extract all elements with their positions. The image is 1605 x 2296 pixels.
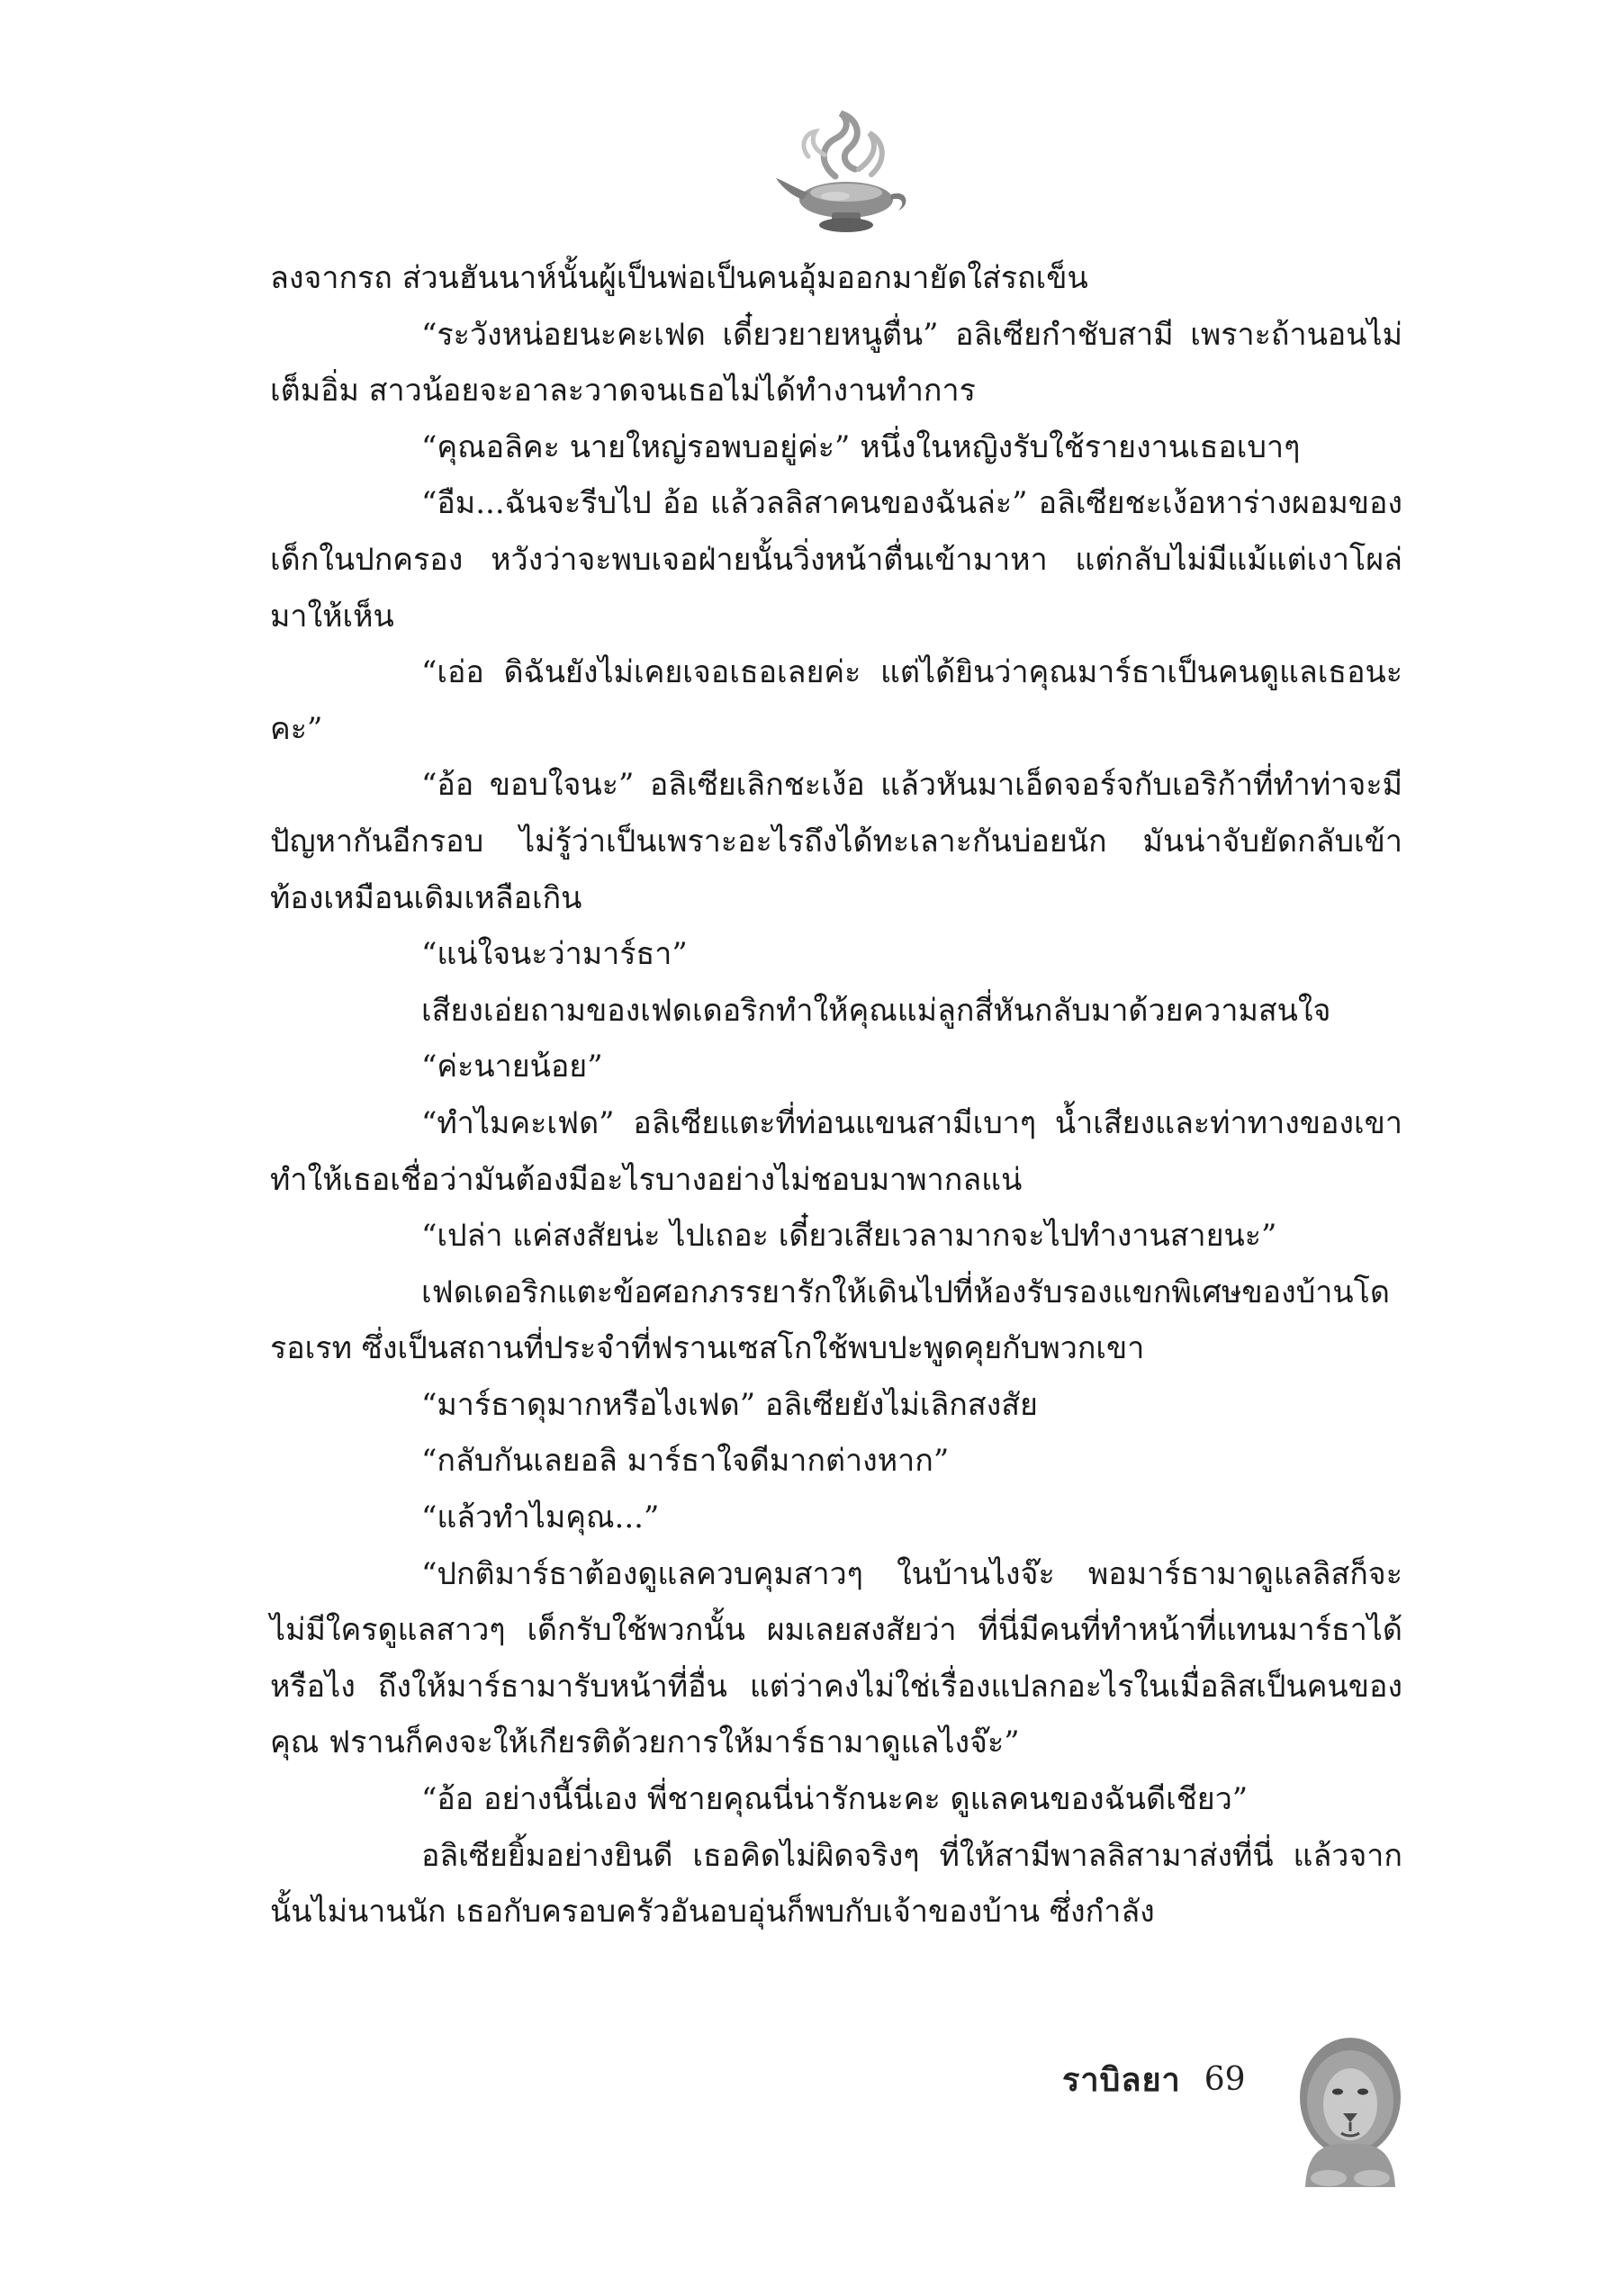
paragraph: “กลับกันเลยอลิ มาร์ธาใจดีมากต่างหาก” [421, 1443, 950, 1480]
paragraph: “เปล่า แค่สงสัยน่ะ ไปเถอะ เดี๋ยวเสียเวลามากจะไปทำงานสายนะ” [421, 1218, 1277, 1255]
paragraph: “อ้อ อย่างนี้นี่เอง พี่ชายคุณนี่น่ารักนะคะ ดูแลคนของฉันดีเชียว” [421, 1781, 1249, 1818]
paragraph: เสียงเอ่ยถามของเฟดเดอริกทำให้คุณแม่ลูกสี่หันกลับมาด้วยความสนใจ [421, 992, 1331, 1029]
paragraph: “เอ่อ ดิฉันยังไม่เคยเจอเธอเลยค่ะ แต่ได้ยินว่าคุณมาร์ธาเป็นคนดูแลเธอนะคะ” [270, 654, 1402, 747]
paragraph: เฟดเดอริกแตะข้อศอกภรรยารักให้เดินไปที่ห้องรับรองแขกพิเศษของบ้านโดรอเรท ซึ่งเป็นสถานที่ประจำที่ฟรานเซสโกใช้พบปะพูดคุยกับพวกเขา [270, 1274, 1390, 1367]
body-text [270, 250, 1402, 1940]
paragraph: “แล้วทำไมคุณ...” [421, 1499, 660, 1536]
paragraph: “คุณอลิคะ นายใหญ่รอพบอยู่ค่ะ” หนึ่งในหญิงรับใช้รายงานเธอเบาๆ [421, 428, 1301, 465]
paragraph: “มาร์ธาดุมากหรือไงเฟด” อลิเซียยังไม่เลิกสงสัย [421, 1386, 1038, 1423]
page-footer [1062, 2039, 1246, 2120]
paragraph: “แน่ใจนะว่ามาร์ธา” [421, 936, 688, 973]
page-number: 69 [1204, 2060, 1246, 2098]
paragraph: “อืม...ฉันจะรีบไป อ้อ แล้วลลิสาคนของฉันล่ะ” อลิเซียชะเง้อหาร่างผอมของเด็กในปกครอง หวังว่าจะพบเจอฝ่ายนั้นวิ่งหน้าตื่นเข้ามาหา แต่กลับไม่มีแม้แต่เงาโผล่มาให้เห็น [270, 485, 1402, 635]
paragraph: “ทำไมคะเฟด” อลิเซียแตะที่ท่อนแขนสามีเบาๆ น้ำเสียงและท่าทางของเขาทำให้เธอเชื่อว่ามันต้องมีอะไรบางอย่างไม่ชอบมาพากลแน่ [270, 1104, 1402, 1198]
book-title: ราบิลยา [1062, 2060, 1181, 2099]
magic-lamp-icon [772, 106, 916, 239]
paragraph: อลิเซียยิ้มอย่างยินดี เธอคิดไม่ผิดจริงๆ ที่ให้สามีพาลลิสามาส่งที่นี่ แล้วจากนั้นไม่นานนัก เธอกับครอบครัวอันอบอุ่นก็พบกับเจ้าของบ้าน ซึ่งกำลัง [270, 1837, 1402, 1931]
lion-icon [1296, 2034, 1404, 2187]
paragraph: “ค่ะนายน้อย” [421, 1049, 603, 1085]
paragraph: “ระวังหน่อยนะคะเฟด เดี๋ยวยายหนูตื่น” อลิเซียกำชับสามี เพราะถ้านอนไม่เต็มอิ่ม สาวน้อยจะอาละวาดจนเธอไม่ได้ทำงานทำการ [270, 316, 1402, 410]
paragraph: “ปกติมาร์ธาต้องดูแลควบคุมสาวๆ ในบ้านไงจ๊ะ พอมาร์ธามาดูแลลิสก็จะไม่มีใครดูแลสาวๆ เด็กรับใช้พวกนั้น ผมเลยสงสัยว่า ที่นี่มีคนที่ทำหน้าที่แทนมาร์ธาได้หรือไง ถึงให้มาร์ธามารับหน้าที่อื่น แต่ว่าคงไม่ใช่เรื่องแปลกอะไรในเมื่อลิสเป็นคนของคุณ ฟรานก็คงจะให้เกียรติด้วยการให้มาร์ธามาดูแลไงจ๊ะ” [270, 1555, 1402, 1761]
paragraph: ลงจากรถ ส่วนฮันนาห์นั้นผู้เป็นพ่อเป็นคนอุ้มออกมายัดใส่รถเข็น [270, 260, 1088, 296]
paragraph: “อ้อ ขอบใจนะ” อลิเซียเลิกชะเง้อ แล้วหันมาเอ็ดจอร์จกับเอริก้าที่ทำท่าจะมีปัญหากันอีกรอบ ไม่รู้ว่าเป็นเพราะอะไรถึงได้ทะเลาะกันบ่อยนัก มันน่าจับยัดกลับเข้าท้องเหมือนเดิมเหลือเกิน [270, 767, 1402, 916]
